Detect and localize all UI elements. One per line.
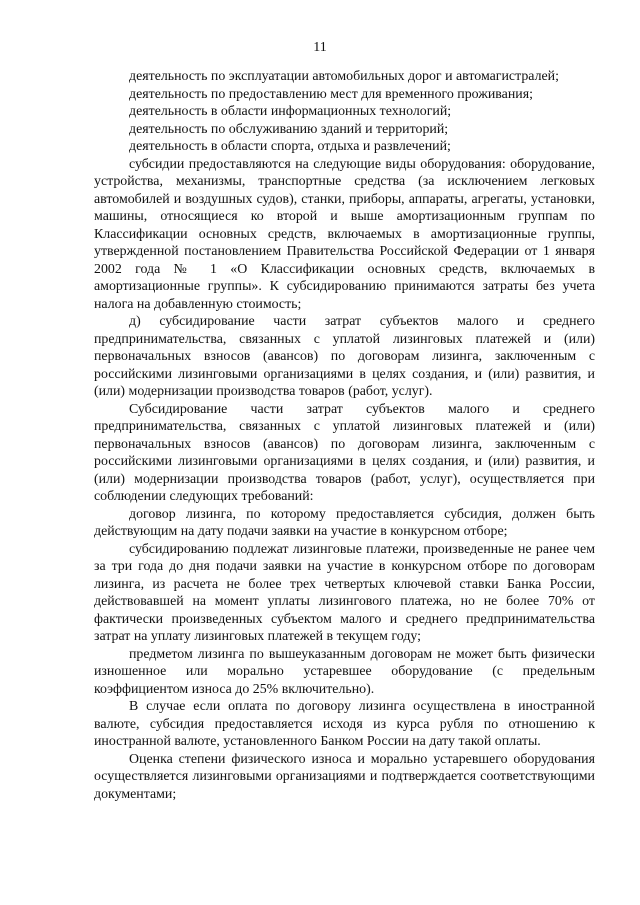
paragraph: предметом лизинга по вышеуказанным договорам не может быть физически изношенное или морально устаревшее оборудование (с предельным коэффициентом износа до 25% включительно).: [94, 646, 595, 697]
paragraph: деятельность по предоставлению мест для временного проживания;: [129, 86, 533, 102]
paragraph: Оценка степени физического износа и морально устаревшего оборудования осуществляется лизинговыми организациями и подтверждается соответствующими документами;: [94, 751, 595, 802]
paragraph: В случае если оплата по договору лизинга осуществлена в иностранной валюте, субсидия предоставляется исходя из курса рубля по отношению к иностранной валюте, установленного Банком России на дату такой оплаты.: [94, 699, 595, 749]
paragraph: д) субсидирование части затрат субъектов малого и среднего предпринимательства, связанных с уплатой лизинговых платежей и (или) первоначальных взносов (авансов) по договорам лизинга, заключенным с российскими лизинговыми организациями в целях создания, и (или) развития, и (или) модернизации производства товаров (работ, услуг).: [94, 314, 595, 399]
paragraph: субсидии предоставляются на следующие виды оборудования: оборудование, устройства, механизмы, транспортные средства (за исключением легковых автомобилей и воздушных судов), станки, приборы, аппараты, агрегаты, установки, машины, относящиеся ко второй и выше амортизационным группам по Классификации основных средств, включаемых в амортизационные группы, утвержденной постановлением Правительства Российской Федерации от 1 января 2002 года № 1 «О Классификации основных средств, включаемых в амортизационные группы». К субсидированию принимаются затраты без учета налога на добавленную стоимость;: [94, 156, 595, 312]
page-number: 11: [313, 40, 327, 55]
paragraph: Субсидирование части затрат субъектов малого и среднего предпринимательства, связанных с уплатой лизинговых платежей и (или) первоначальных взносов (авансов) по договорам лизинга, заключенным с российскими лизинговыми организациями в целях создания, и (или) развития, и (или) модернизации производства товаров (работ, услуг), осуществляется при соблюдении следующих требований:: [94, 401, 595, 504]
paragraph: договор лизинга, по которому предоставляется субсидия, должен быть действующим на дату подачи заявки на участие в конкурсном отборе;: [94, 506, 595, 539]
paragraph: деятельность по обслуживанию зданий и территорий;: [129, 121, 449, 137]
paragraph: деятельность в области спорта, отдыха и развлечений;: [129, 139, 451, 154]
paragraph: деятельность по эксплуатации автомобильных дорог и автомагистралей;: [129, 69, 559, 84]
paragraph: деятельность в области информационных технологий;: [129, 104, 452, 119]
paragraph: субсидированию подлежат лизинговые платежи, произведенные не ранее чем за три года до дня подачи заявки на участие в конкурсном отборе по договорам лизинга, из расчета не более трех четвертых ключевой ставки Банка России, действовавшей на момент уплаты лизингового платежа, но не более 70% от фактически произведенных субъектом малого и среднего предпринимательства затрат на уплату лизинговых платежей в текущем году;: [94, 541, 595, 644]
document-body: [94, 68, 595, 803]
